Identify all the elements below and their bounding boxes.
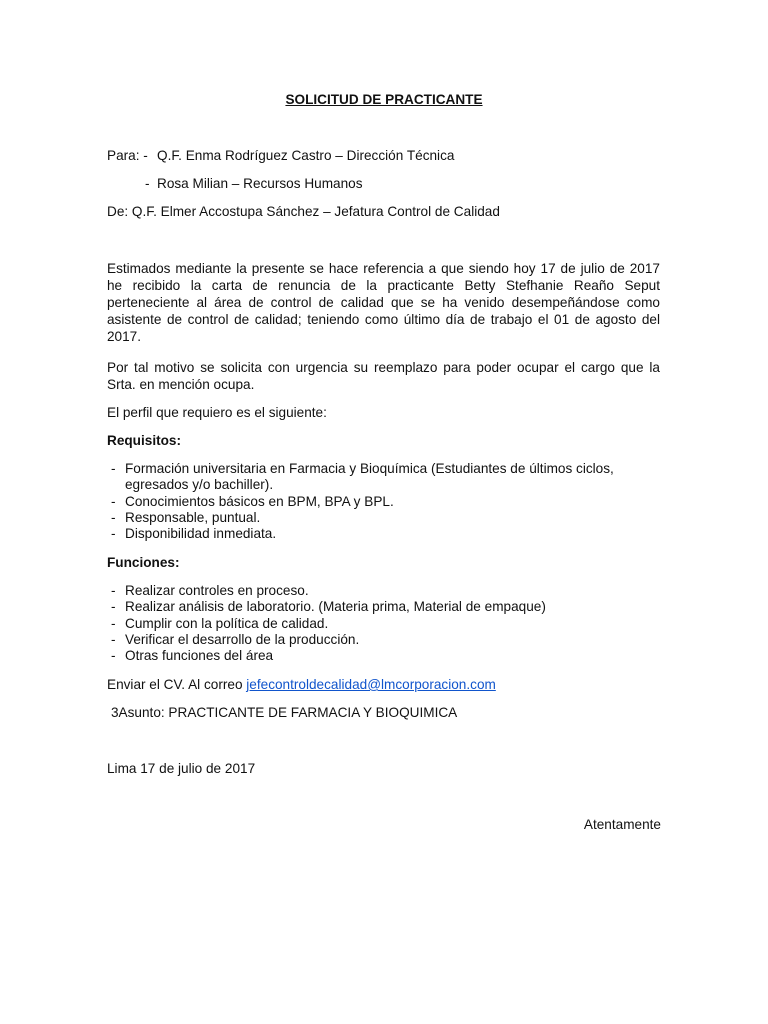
list-item: [107, 510, 660, 526]
recipient-2-dash: -: [145, 176, 150, 191]
list-dash: -: [111, 648, 116, 664]
list-item-text: Conocimientos básicos en BPM, BPA y BPL.: [125, 493, 394, 509]
requisitos-heading: Requisitos:: [107, 433, 182, 448]
list-dash: -: [111, 615, 116, 631]
list-item-text: Realizar controles en proceso.: [125, 583, 309, 598]
list-item-text: Cumplir con la política de calidad.: [125, 615, 329, 631]
para-label: Para: -: [107, 148, 148, 163]
recipient-1: Q.F. Enma Rodríguez Castro – Dirección Técnica: [157, 148, 455, 163]
list-dash: -: [111, 509, 116, 525]
list-dash: -: [111, 599, 116, 615]
list-dash: -: [111, 583, 116, 598]
list-item: [107, 461, 660, 494]
list-item-text: Responsable, puntual.: [125, 509, 261, 525]
list-item-text: Verificar el desarrollo de la producción.: [125, 631, 360, 647]
body-paragraph-2: Por tal motivo se solicita con urgencia su reemplazo para poder ocupar el cargo que la Srta. en mención ocupa.: [107, 360, 660, 392]
body-paragraph-3: El perfil que requiero es el siguiente:: [107, 405, 327, 420]
list-item: [107, 648, 660, 664]
sender-line: De: Q.F. Elmer Accostupa Sánchez – Jefatura Control de Calidad: [107, 204, 500, 219]
place-date: Lima 17 de julio de 2017: [107, 761, 256, 776]
subject-line: 3Asunto: PRACTICANTE DE FARMACIA Y BIOQUIMICA: [111, 705, 458, 720]
list-dash: -: [111, 461, 116, 476]
body-paragraph-1: Estimados mediante la presente se hace referencia a que siendo hoy 17 de julio de 2017 he recibido la carta de renuncia de la practicante Betty Stefhanie Reaño Seput perteneciente al área de control de calidad que se ha venido desempeñándose como asistente de control de calidad; teniendo como último día de trabajo el 01 de agosto del 2017.: [107, 261, 660, 344]
list-item-text: Disponibilidad inmediata.: [125, 526, 277, 542]
list-item-text: Formación universitaria en Farmacia y Bioquímica (Estudiantes de últimos ciclos, egresados y/o bachiller).: [125, 461, 614, 493]
list-item: [107, 599, 660, 615]
list-item: [107, 583, 660, 599]
requisitos-list: [107, 461, 660, 542]
list-item-text: Realizar análisis de laboratorio. (Materia prima, Material de empaque): [125, 599, 546, 615]
list-dash: -: [111, 493, 116, 509]
recipient-2: Rosa Milian – Recursos Humanos: [157, 176, 363, 191]
cv-instruction-prefix: Enviar el CV. Al correo: [107, 677, 247, 692]
list-dash: -: [111, 526, 116, 542]
funciones-list: [107, 583, 660, 664]
list-item: [107, 526, 660, 542]
email-link[interactable]: jefecontroldecalidad@lmcorporacion.com: [246, 677, 496, 692]
closing: Atentamente: [583, 817, 661, 832]
list-item: [107, 494, 660, 510]
list-dash: -: [111, 631, 116, 647]
funciones-heading: Funciones:: [107, 555, 180, 570]
list-item-text: Otras funciones del área: [125, 648, 274, 664]
list-item: [107, 616, 660, 632]
document-title: SOLICITUD DE PRACTICANTE: [285, 92, 483, 107]
list-item: [107, 632, 660, 648]
cv-instruction: [107, 677, 496, 693]
